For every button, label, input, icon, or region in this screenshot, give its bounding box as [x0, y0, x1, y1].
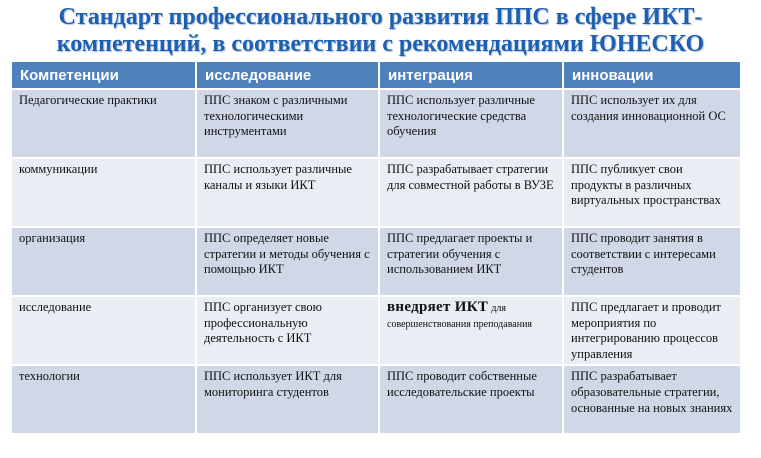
header-innovation: инновации: [563, 62, 741, 89]
table-header-row: [12, 62, 741, 89]
slide-title-line-2: компетенций, в соответствии с рекомендациями ЮНЕСКО: [56, 31, 705, 57]
cell-innovation: ППС использует их для создания инновационной ОС: [563, 89, 741, 158]
cell-integration: ППС использует различные технологические средства обучения: [379, 89, 563, 158]
cell-innovation: ППС проводит занятия в соответствии с интересами студентов: [563, 227, 741, 296]
slide-title: [0, 4, 761, 58]
cell-research: ППС определяет новые стратегии и методы обучения с помощью ИКТ: [196, 227, 379, 296]
cell-competence: технологии: [12, 365, 196, 434]
cell-research: ППС использует ИКТ для мониторинга студентов: [196, 365, 379, 434]
cell-research: ППС использует различные каналы и языки ИКТ: [196, 158, 379, 227]
cell-integration-note: для совершенствования преподавания: [387, 303, 533, 330]
cell-competence: Педагогические практики: [12, 89, 196, 158]
table-row: [12, 227, 741, 296]
cell-integration: ППС проводит собственные исследовательские проекты: [379, 365, 563, 434]
header-integration: интеграция: [379, 62, 563, 89]
cell-integration: ППС разрабатывает стратегии для совместной работы в ВУЗЕ: [379, 158, 563, 227]
cell-innovation: ППС предлагает и проводит мероприятия по интегрированию процессов управления: [563, 296, 741, 365]
cell-integration: [379, 296, 563, 365]
header-research: исследование: [196, 62, 379, 89]
table-row: [12, 158, 741, 227]
cell-research: ППС организует свою профессиональную деятельность с ИКТ: [196, 296, 379, 365]
cell-innovation: ППС публикует свои продукты в различных виртуальных пространствах: [563, 158, 741, 227]
cell-competence: исследование: [12, 296, 196, 365]
table-row: [12, 365, 741, 434]
cell-research: ППС знаком с различными технологическими инструментами: [196, 89, 379, 158]
cell-integration-emphasis: внедряет ИКТ: [387, 299, 489, 315]
header-competencies: Компетенции: [12, 62, 196, 89]
table-row: [12, 89, 741, 158]
cell-integration: ППС предлагает проекты и стратегии обучения с использованием ИКТ: [379, 227, 563, 296]
cell-innovation: ППС разрабатывает образовательные стратегии, основанные на новых знаниях: [563, 365, 741, 434]
competency-standard-table: [12, 62, 742, 435]
slide-title-line-1: Стандарт профессионального развития ППС в сфере ИКТ-: [58, 4, 703, 30]
cell-competence: коммуникации: [12, 158, 196, 227]
table-row: [12, 296, 741, 365]
cell-competence: организация: [12, 227, 196, 296]
